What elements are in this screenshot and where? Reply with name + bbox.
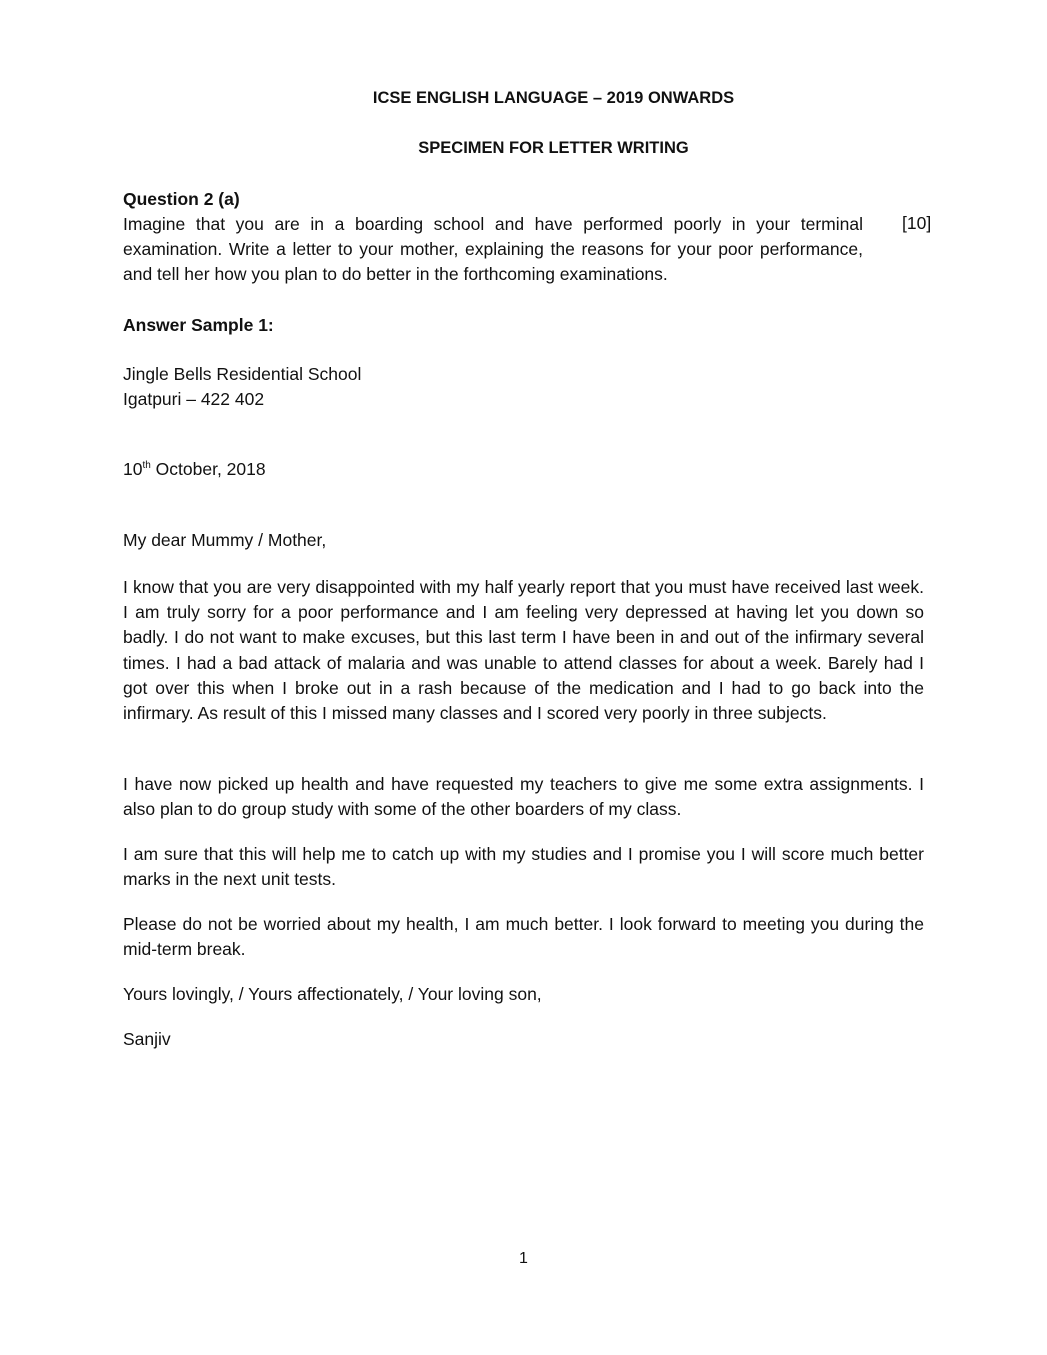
question-label: Question 2 (a) — [123, 189, 240, 209]
letter-date — [123, 459, 266, 480]
document-title: ICSE ENGLISH LANGUAGE – 2019 ONWARDS — [372, 89, 735, 107]
answer-label: Answer Sample 1: — [123, 315, 274, 335]
date-suffix: th — [142, 460, 151, 471]
date-day: 10 — [123, 459, 143, 479]
closing: Yours lovingly, / Yours affectionately, / Your loving son, — [123, 984, 542, 1004]
date-rest: October, 2018 — [150, 459, 266, 479]
body-paragraph-4: Please do not be worried about my health, I am much better. I look forward to meeting you during the mid-term break. — [123, 914, 924, 960]
question-text: Imagine that you are in a boarding school and have performed poorly in your terminal examination. Write a letter to your mother, explaining the reasons for your poor performance, and tell her how you plan to do better in the forthcoming examinations. — [123, 214, 863, 285]
body-paragraph-3: I am sure that this will help me to catch up with my studies and I promise you I will score much better marks in the next unit tests. — [123, 844, 924, 890]
question-marks: [10] — [902, 213, 932, 233]
page-number: 1 — [519, 1250, 528, 1267]
address-line-2: Igatpuri – 422 402 — [123, 389, 265, 409]
body-paragraph-1: I know that you are very disappointed with my half yearly report that you must have received last week. I am truly sorry for a poor performance and I am feeling very depressed at having let you down so badly. I do not want to make excuses, but this last term I have been in and out of the infirmary several times. I had a bad attack of malaria and was unable to attend classes for about a week. Barely had I got over this when I broke out in a rash because of the medication and I had to go back into the infirmary. As result of this I missed many classes and I scored very poorly in three subjects. — [123, 577, 924, 724]
salutation: My dear Mummy / Mother, — [123, 530, 327, 550]
body-paragraph-2: I have now picked up health and have requested my teachers to give me some extra assignments. I also plan to do group study with some of the other boarders of my class. — [123, 774, 924, 820]
document-subtitle: SPECIMEN FOR LETTER WRITING — [418, 139, 689, 157]
address-line-1: Jingle Bells Residential School — [123, 364, 362, 384]
signature: Sanjiv — [123, 1029, 171, 1049]
